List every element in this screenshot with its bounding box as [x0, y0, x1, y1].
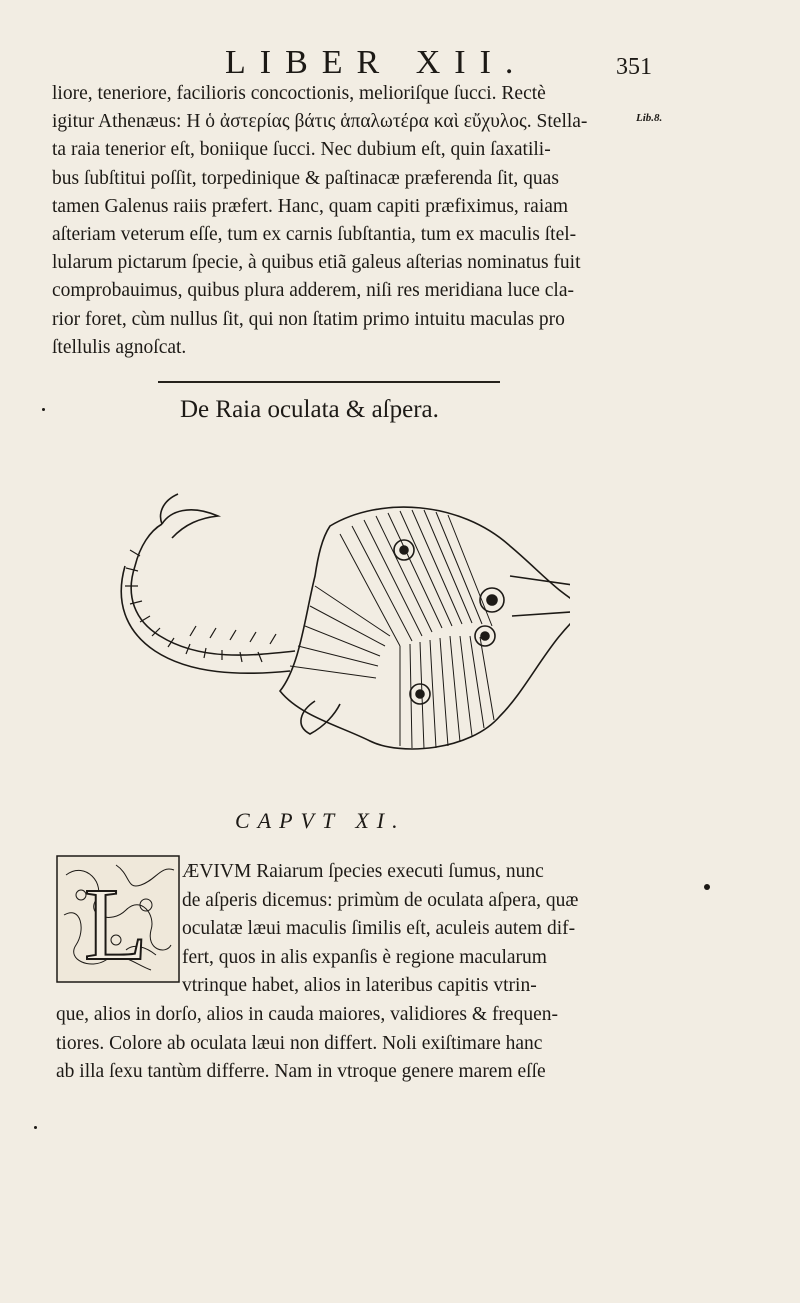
opening-paragraph: [52, 80, 627, 362]
margin-note: Lib.8.: [636, 112, 663, 124]
paragraph-line: liore, teneriore, facilioris concoctionis, melioriſque ſucci. Rectè: [52, 83, 546, 104]
chapter-line: vtrinque habet, alios in lateribus capitis vtrin-: [182, 975, 537, 997]
running-head: LIBER XII.: [225, 44, 528, 81]
page-number: 351: [616, 54, 652, 80]
ink-speck: [34, 1126, 37, 1129]
ray-woodcut-illustration: [100, 486, 570, 776]
section-rule: [158, 381, 500, 383]
paragraph-line: rior foret, cùm nullus ſit, qui non ſtatim primo intuitu maculas pro: [52, 308, 565, 330]
paragraph-line: ſtellulis agnoſcat.: [52, 336, 187, 358]
paragraph-line: tamen Galenus raiis præfert. Hanc, quam capiti præfiximus, raiam: [52, 195, 569, 217]
paragraph-line: igitur Athenæus: H ὁ ἀστερίας βάτις ἁπαλωτέρα καὶ εὔχυλος. Stella-: [52, 111, 588, 133]
chapter-heading: CAPVT XI.: [235, 808, 406, 833]
initial-letter: L: [84, 867, 148, 982]
chapter-line: oculatæ læui maculis ſimilis eſt, aculeis autem dif-: [182, 918, 576, 940]
chapter-text: [56, 858, 626, 1087]
ink-speck: [704, 884, 710, 890]
chapter-line: ÆVIVM Raiarum ſpecies executi ſumus, nunc: [182, 861, 544, 882]
chapter-line: que, alios in dorſo, alios in cauda maiores, validiores & frequen-: [56, 1003, 558, 1025]
paragraph-line: ta raia tenerior eſt, boniique ſucci. Nec dubium eſt, quin ſaxatili-: [52, 139, 551, 161]
chapter-line: de aſperis dicemus: primùm de oculata aſpera, quæ: [182, 889, 579, 911]
paragraph-line: lularum pictarum ſpecie, à quibus etiã galeus aſterias nominatus fuit: [52, 252, 581, 274]
paragraph-line: bus ſubſtitui poſſit, torpedinique & paſtinacæ præferenda ſit, quas: [52, 167, 559, 189]
paragraph-line: aſteriam veterum eſſe, tum ex carnis ſubſtantia, tum ex maculis ſtel-: [52, 224, 577, 246]
chapter-line: ab illa ſexu tantùm differre. Nam in vtroque genere marem eſſe: [56, 1061, 546, 1083]
section-title: De Raia oculata & aſpera.: [180, 396, 439, 423]
ink-speck: [42, 408, 45, 411]
chapter-line: tiores. Colore ab oculata læui non differt. Noli exiſtimare hanc: [56, 1032, 543, 1054]
paragraph-line: comprobauimus, quibus plura adderem, niſi res meridiana luce cla-: [52, 280, 574, 302]
chapter-line: fert, quos in alis expanſis è regione macularum: [182, 946, 547, 968]
